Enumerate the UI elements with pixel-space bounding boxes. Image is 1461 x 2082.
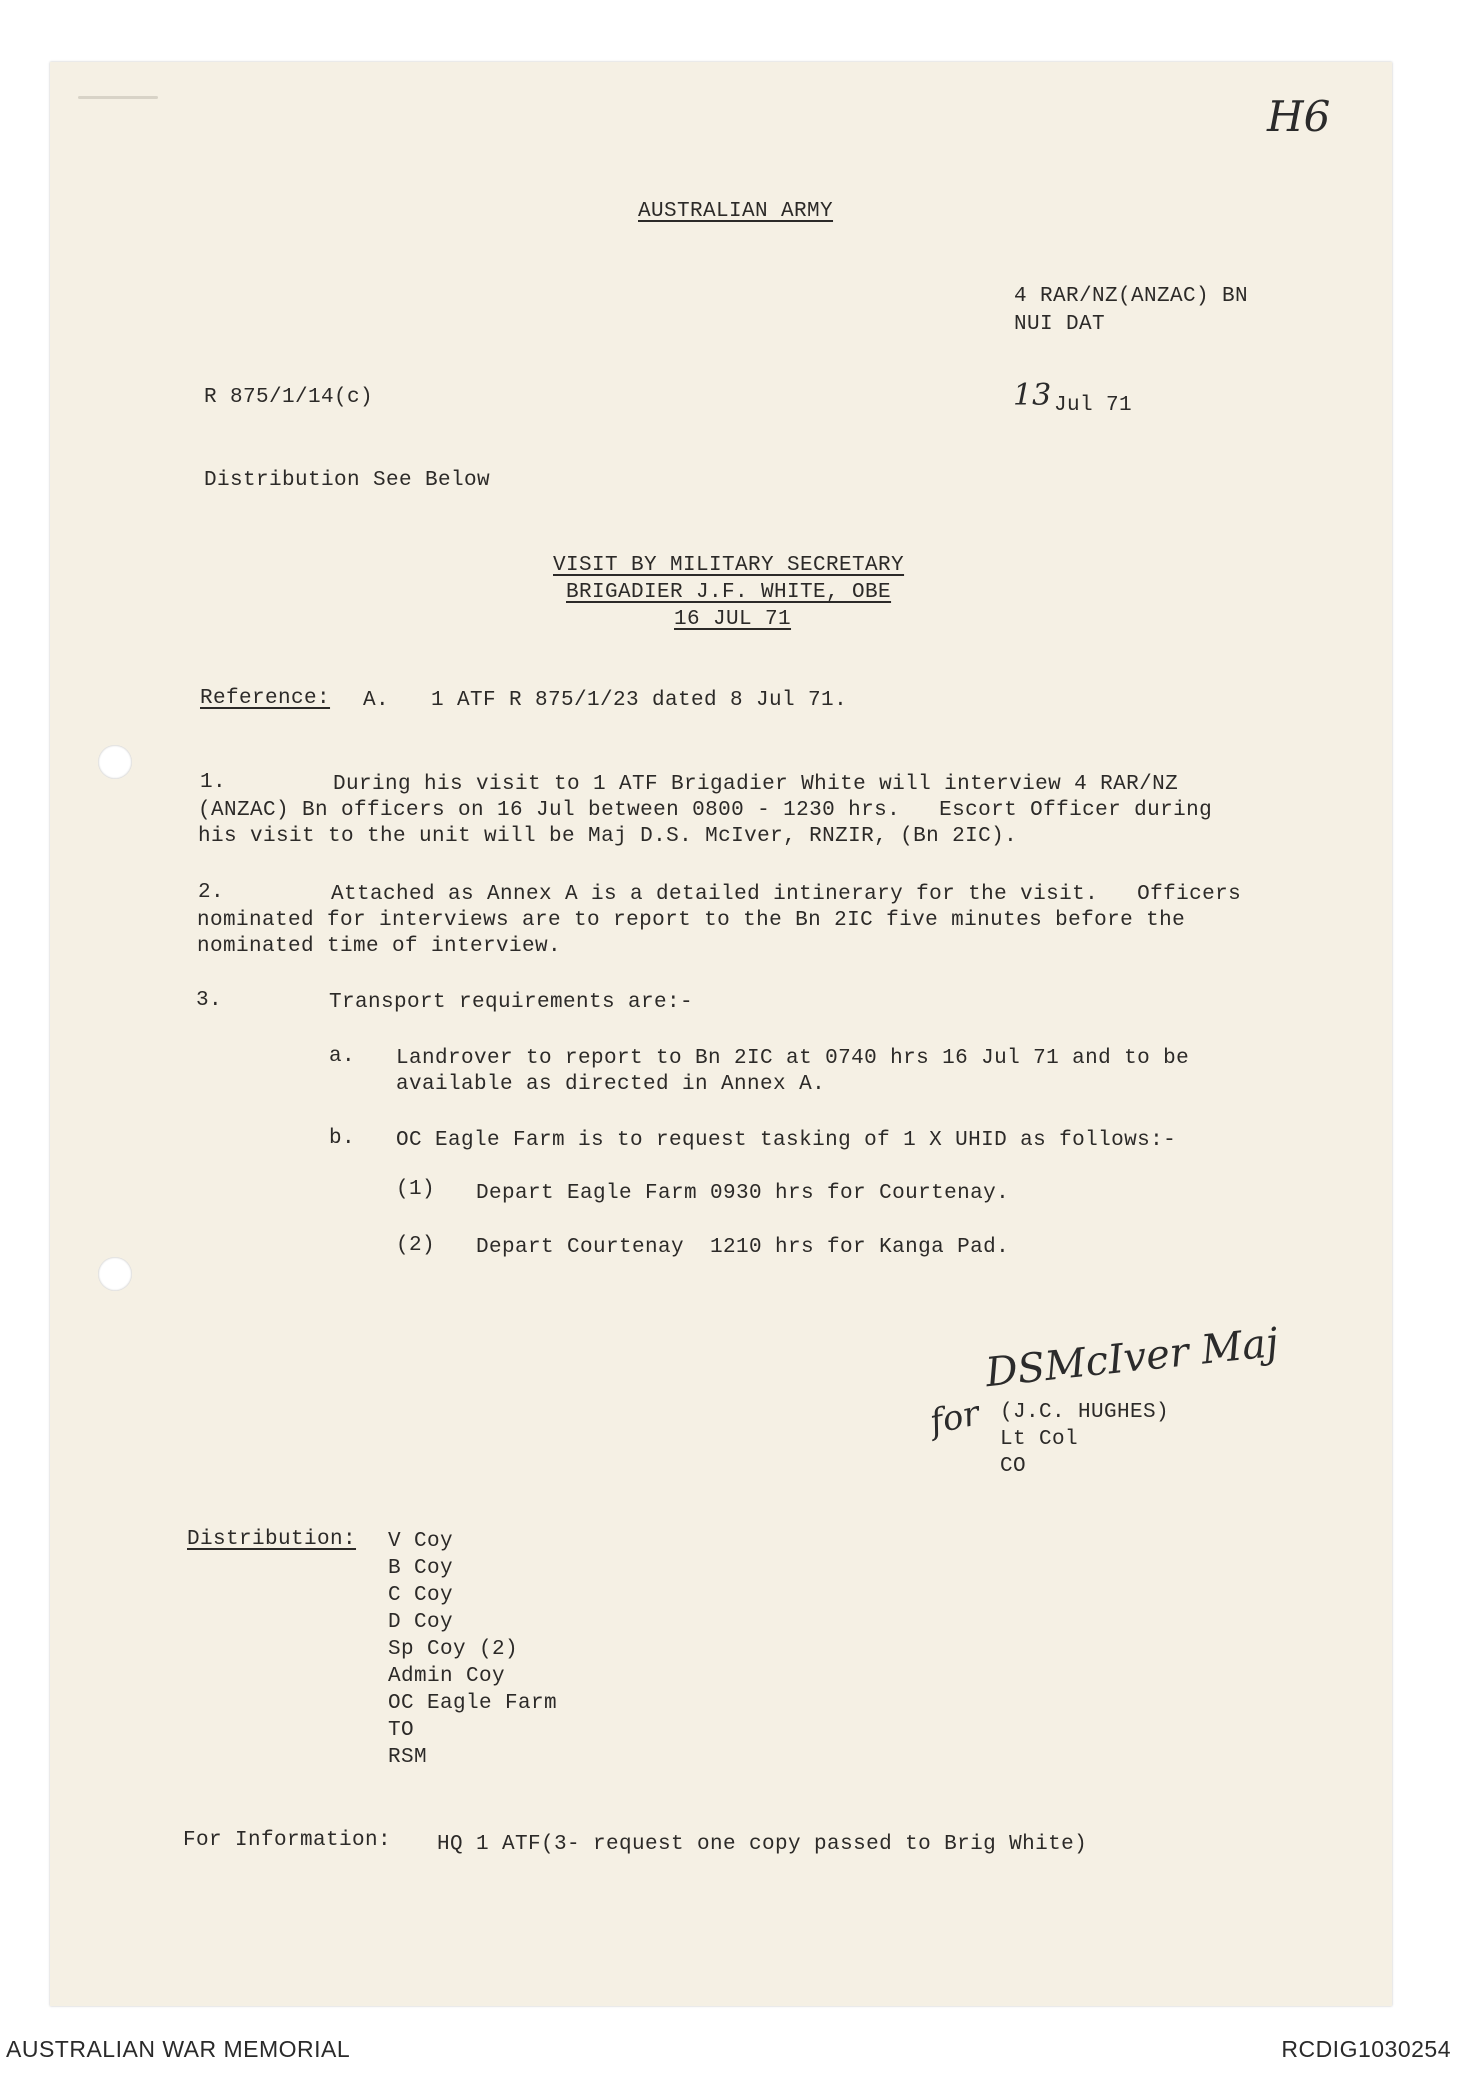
distribution-note: Distribution See Below <box>204 469 491 492</box>
distribution-item: Sp Coy (2) <box>388 1638 519 1661</box>
item-b2-text: Depart Courtenay 1210 hrs for Kanga Pad. <box>476 1236 1010 1259</box>
signatory-rank: Lt Col <box>1000 1428 1079 1451</box>
reference-label: Reference: <box>200 687 331 710</box>
item-b-label: b. <box>329 1127 356 1150</box>
unit-location: NUI DAT <box>1014 313 1106 336</box>
document-title: AUSTRALIAN ARMY <box>638 200 834 223</box>
punch-hole <box>98 1257 132 1291</box>
distribution-item: RSM <box>388 1746 428 1769</box>
distribution-label: Distribution: <box>187 1528 357 1551</box>
item-b2-label: (2) <box>396 1234 436 1257</box>
item-a-label: a. <box>329 1045 356 1068</box>
item-b1-label: (1) <box>396 1178 436 1201</box>
handwritten-signature: DSMcIver Maj <box>983 1319 1281 1397</box>
distribution-item: OC Eagle Farm <box>388 1692 558 1715</box>
subject-line-2: BRIGADIER J.F. WHITE, OBE <box>566 581 892 604</box>
distribution-item: C Coy <box>388 1584 454 1607</box>
for-information-text: HQ 1 ATF(3- request one copy passed to Brig White) <box>437 1833 1088 1856</box>
para-2-line: nominated time of interview. <box>197 935 562 958</box>
signatory-role: CO <box>1000 1455 1027 1478</box>
distribution-item: TO <box>388 1719 415 1742</box>
document-page <box>50 62 1392 2006</box>
date-day-handwritten: 13 <box>1013 378 1052 413</box>
distribution-item: V Coy <box>388 1530 454 1553</box>
item-a-line: available as directed in Annex A. <box>396 1073 826 1096</box>
page-mark: H6 <box>1267 92 1331 141</box>
distribution-item: D Coy <box>388 1611 454 1634</box>
para-3-text: Transport requirements are:- <box>329 991 694 1014</box>
signature-for-prefix: for <box>926 1393 983 1443</box>
file-reference: R 875/1/14(c) <box>204 386 374 409</box>
reference-text: 1 ATF R 875/1/23 dated 8 Jul 71. <box>431 689 848 712</box>
unit-designation: 4 RAR/NZ(ANZAC) BN <box>1014 285 1249 308</box>
para-2-line: Attached as Annex A is a detailed intinerary for the visit. Officers <box>331 883 1242 906</box>
distribution-item: B Coy <box>388 1557 454 1580</box>
para-1-line: his visit to the unit will be Maj D.S. McIver, RNZIR, (Bn 2IC). <box>198 825 1018 848</box>
para-3-number: 3. <box>196 989 223 1012</box>
paper-mark <box>78 96 158 99</box>
distribution-item: Admin Coy <box>388 1665 506 1688</box>
for-information-label: For Information: <box>183 1829 392 1852</box>
para-2-number: 2. <box>198 881 225 904</box>
signatory-name: (J.C. HUGHES) <box>1000 1401 1170 1424</box>
para-2-line: nominated for interviews are to report to the Bn 2IC five minutes before the <box>197 909 1186 932</box>
para-1-line: (ANZAC) Bn officers on 16 Jul between 0800 - 1230 hrs. Escort Officer during <box>198 799 1213 822</box>
punch-hole <box>98 745 132 779</box>
para-1-number: 1. <box>200 771 227 794</box>
subject-line-1: VISIT BY MILITARY SECRETARY <box>553 554 905 577</box>
date-typed: Jul 71 <box>1054 394 1133 417</box>
item-a-line: Landrover to report to Bn 2IC at 0740 hrs 16 Jul 71 and to be <box>396 1047 1190 1070</box>
footer-record-id: RCDIG1030254 <box>1281 2036 1451 2062</box>
item-b-text: OC Eagle Farm is to request tasking of 1 X UHID as follows:- <box>396 1129 1177 1152</box>
footer-archive-name: AUSTRALIAN WAR MEMORIAL <box>6 2036 351 2062</box>
para-1-line: During his visit to 1 ATF Brigadier White will interview 4 RAR/NZ <box>333 773 1179 796</box>
subject-line-3: 16 JUL 71 <box>674 608 792 631</box>
reference-item: A. <box>363 689 390 712</box>
item-b1-text: Depart Eagle Farm 0930 hrs for Courtenay. <box>476 1182 1010 1205</box>
